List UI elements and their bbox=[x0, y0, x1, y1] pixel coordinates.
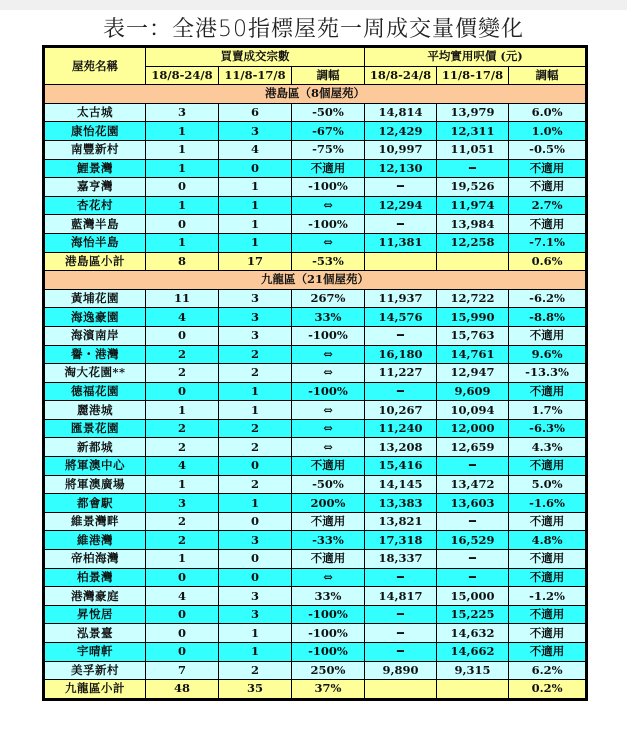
table-row bbox=[44, 438, 587, 457]
price-previous: 11,974 bbox=[437, 196, 509, 215]
price-change: 不適用 bbox=[509, 568, 587, 587]
volume-change: -100% bbox=[292, 605, 365, 624]
volume-change: ⇔ bbox=[292, 419, 365, 438]
price-change: 5.0% bbox=[509, 475, 587, 494]
volume-previous: 3 bbox=[219, 326, 292, 345]
price-current: ━ bbox=[365, 605, 437, 624]
price-previous: 12,659 bbox=[437, 438, 509, 457]
subtotal-volume-previous: 35 bbox=[219, 680, 292, 700]
subtotal-property-name: 港島區小計 bbox=[44, 252, 146, 271]
volume-change: 33% bbox=[292, 587, 365, 606]
volume-change: 33% bbox=[292, 308, 365, 327]
volume-change: 不適用 bbox=[292, 512, 365, 531]
volume-previous: 1 bbox=[219, 401, 292, 420]
price-previous: 12,311 bbox=[437, 122, 509, 141]
price-change: -8.8% bbox=[509, 308, 587, 327]
table-row bbox=[44, 345, 587, 364]
property-name: 藍灣半島 bbox=[44, 215, 146, 234]
volume-change: 不適用 bbox=[292, 457, 365, 476]
volume-current: 2 bbox=[146, 512, 219, 531]
property-name: 都會駅 bbox=[44, 494, 146, 513]
subtotal-volume-previous: 17 bbox=[219, 252, 292, 271]
volume-previous: 3 bbox=[219, 289, 292, 308]
section-label: 港島區（8個屋苑） bbox=[44, 85, 587, 104]
section-header-row bbox=[44, 85, 587, 104]
volume-previous: 2 bbox=[219, 438, 292, 457]
price-current: 11,227 bbox=[365, 364, 437, 383]
price-current: ━ bbox=[365, 568, 437, 587]
property-name: 港灣豪庭 bbox=[44, 587, 146, 606]
price-change: 不適用 bbox=[509, 643, 587, 662]
volume-change: -100% bbox=[292, 643, 365, 662]
price-previous: 12,258 bbox=[437, 233, 509, 252]
volume-change: ⇔ bbox=[292, 233, 365, 252]
price-change: 1.0% bbox=[509, 122, 587, 141]
volume-previous: 1 bbox=[219, 178, 292, 197]
col-group-volume: 買賣成交宗數 bbox=[146, 47, 365, 67]
price-current: 14,576 bbox=[365, 308, 437, 327]
property-name: 匯景花園 bbox=[44, 419, 146, 438]
volume-previous: 4 bbox=[219, 140, 292, 159]
price-previous: 15,000 bbox=[437, 587, 509, 606]
price-previous: 15,763 bbox=[437, 326, 509, 345]
subtotal-row bbox=[44, 680, 587, 700]
price-change: 9.6% bbox=[509, 345, 587, 364]
price-current: 14,814 bbox=[365, 103, 437, 122]
price-previous: 13,603 bbox=[437, 494, 509, 513]
property-name: 康怡花園 bbox=[44, 122, 146, 141]
price-previous: 10,094 bbox=[437, 401, 509, 420]
volume-previous: 0 bbox=[219, 159, 292, 178]
volume-change: 不適用 bbox=[292, 159, 365, 178]
volume-current: 1 bbox=[146, 475, 219, 494]
price-change: 2.7% bbox=[509, 196, 587, 215]
price-change: 4.3% bbox=[509, 438, 587, 457]
volume-previous: 1 bbox=[219, 382, 292, 401]
price-current: ━ bbox=[365, 326, 437, 345]
table-row bbox=[44, 512, 587, 531]
volume-change: -100% bbox=[292, 326, 365, 345]
volume-previous: 2 bbox=[219, 364, 292, 383]
volume-current: 1 bbox=[146, 401, 219, 420]
table-row bbox=[44, 531, 587, 550]
subtotal-volume-current: 8 bbox=[146, 252, 219, 271]
subtotal-row bbox=[44, 252, 587, 271]
table-row bbox=[44, 494, 587, 513]
property-name: 南豐新村 bbox=[44, 140, 146, 159]
volume-change: ⇔ bbox=[292, 568, 365, 587]
price-current: 12,294 bbox=[365, 196, 437, 215]
price-current: 12,429 bbox=[365, 122, 437, 141]
volume-previous: 1 bbox=[219, 624, 292, 643]
volume-change: -50% bbox=[292, 103, 365, 122]
volume-previous: 0 bbox=[219, 568, 292, 587]
header-row-1 bbox=[44, 47, 587, 67]
subtotal-price-change: 0.2% bbox=[509, 680, 587, 700]
volume-current: 3 bbox=[146, 494, 219, 513]
price-previous: 12,947 bbox=[437, 364, 509, 383]
volume-change: -100% bbox=[292, 382, 365, 401]
price-current: 13,383 bbox=[365, 494, 437, 513]
price-previous: 14,662 bbox=[437, 643, 509, 662]
price-change: 1.7% bbox=[509, 401, 587, 420]
property-name: 帝柏海灣 bbox=[44, 550, 146, 569]
volume-current: 3 bbox=[146, 103, 219, 122]
price-current: 14,817 bbox=[365, 587, 437, 606]
price-current: 10,267 bbox=[365, 401, 437, 420]
price-current: 13,208 bbox=[365, 438, 437, 457]
property-name: 海濱南岸 bbox=[44, 326, 146, 345]
volume-change: -50% bbox=[292, 475, 365, 494]
property-name: 美孚新村 bbox=[44, 661, 146, 680]
price-previous: ━ bbox=[437, 550, 509, 569]
section-header-row bbox=[44, 271, 587, 290]
price-change: 不適用 bbox=[509, 624, 587, 643]
volume-change: ⇔ bbox=[292, 345, 365, 364]
volume-previous: 1 bbox=[219, 643, 292, 662]
price-change: 不適用 bbox=[509, 457, 587, 476]
volume-previous: 2 bbox=[219, 661, 292, 680]
property-name: 杏花村 bbox=[44, 196, 146, 215]
property-name: 淘大花園** bbox=[44, 364, 146, 383]
table-row bbox=[44, 419, 587, 438]
property-name: 嘉亨灣 bbox=[44, 178, 146, 197]
property-name: 維港灣 bbox=[44, 531, 146, 550]
price-current: 14,145 bbox=[365, 475, 437, 494]
table-row bbox=[44, 661, 587, 680]
volume-change: ⇔ bbox=[292, 438, 365, 457]
section-label: 九龍區（21個屋苑） bbox=[44, 271, 587, 290]
price-change: 6.0% bbox=[509, 103, 587, 122]
price-current: ━ bbox=[365, 382, 437, 401]
price-previous: 9,315 bbox=[437, 661, 509, 680]
table-row bbox=[44, 140, 587, 159]
price-change: -7.1% bbox=[509, 233, 587, 252]
top-bar bbox=[0, 0, 627, 10]
subtotal-price-current bbox=[365, 680, 437, 700]
col-header-price-previous: 11/8-17/8 bbox=[437, 66, 509, 85]
table-row bbox=[44, 289, 587, 308]
price-change: -0.5% bbox=[509, 140, 587, 159]
price-previous: 13,984 bbox=[437, 215, 509, 234]
volume-change: -33% bbox=[292, 531, 365, 550]
price-change: -1.2% bbox=[509, 587, 587, 606]
price-current: 11,381 bbox=[365, 233, 437, 252]
volume-previous: 3 bbox=[219, 605, 292, 624]
volume-change: 267% bbox=[292, 289, 365, 308]
price-current: 18,337 bbox=[365, 550, 437, 569]
volume-previous: 0 bbox=[219, 457, 292, 476]
table-row bbox=[44, 382, 587, 401]
volume-previous: 2 bbox=[219, 419, 292, 438]
volume-current: 0 bbox=[146, 568, 219, 587]
volume-current: 1 bbox=[146, 140, 219, 159]
price-change: 不適用 bbox=[509, 178, 587, 197]
volume-current: 1 bbox=[146, 159, 219, 178]
volume-current: 2 bbox=[146, 438, 219, 457]
col-header-name: 屋苑名稱 bbox=[44, 47, 146, 85]
volume-current: 4 bbox=[146, 308, 219, 327]
volume-previous: 6 bbox=[219, 103, 292, 122]
col-header-vol-change: 調幅 bbox=[292, 66, 365, 85]
subtotal-price-current bbox=[365, 252, 437, 271]
property-transaction-table bbox=[42, 45, 588, 701]
table-row bbox=[44, 308, 587, 327]
price-previous: ━ bbox=[437, 457, 509, 476]
col-header-price-change: 調幅 bbox=[509, 66, 587, 85]
price-current: 11,240 bbox=[365, 419, 437, 438]
price-current: 15,416 bbox=[365, 457, 437, 476]
price-current: ━ bbox=[365, 624, 437, 643]
price-previous: 11,051 bbox=[437, 140, 509, 159]
volume-current: 7 bbox=[146, 661, 219, 680]
price-previous: 12,000 bbox=[437, 419, 509, 438]
volume-change: 不適用 bbox=[292, 550, 365, 569]
col-header-price-current: 18/8-24/8 bbox=[365, 66, 437, 85]
volume-previous: 0 bbox=[219, 512, 292, 531]
price-current: ━ bbox=[365, 178, 437, 197]
price-previous: 15,990 bbox=[437, 308, 509, 327]
volume-change: -75% bbox=[292, 140, 365, 159]
table-row bbox=[44, 159, 587, 178]
volume-change: ⇔ bbox=[292, 401, 365, 420]
col-header-vol-previous: 11/8-17/8 bbox=[219, 66, 292, 85]
price-current: ━ bbox=[365, 215, 437, 234]
table-row bbox=[44, 196, 587, 215]
price-current: 11,937 bbox=[365, 289, 437, 308]
volume-previous: 3 bbox=[219, 531, 292, 550]
volume-change: -100% bbox=[292, 178, 365, 197]
table-row bbox=[44, 178, 587, 197]
volume-previous: 2 bbox=[219, 345, 292, 364]
property-name: 新都城 bbox=[44, 438, 146, 457]
page-title: 表一：全港50指標屋苑一周成交量價變化 bbox=[103, 17, 524, 42]
price-current: 12,130 bbox=[365, 159, 437, 178]
price-current: 9,890 bbox=[365, 661, 437, 680]
volume-previous: 3 bbox=[219, 308, 292, 327]
property-name: 麗港城 bbox=[44, 401, 146, 420]
price-change: -6.3% bbox=[509, 419, 587, 438]
price-change: 不適用 bbox=[509, 550, 587, 569]
price-previous: 19,526 bbox=[437, 178, 509, 197]
volume-current: 2 bbox=[146, 364, 219, 383]
table-row bbox=[44, 215, 587, 234]
volume-current: 1 bbox=[146, 233, 219, 252]
price-change: 4.8% bbox=[509, 531, 587, 550]
volume-current: 2 bbox=[146, 345, 219, 364]
price-change: 不適用 bbox=[509, 326, 587, 345]
table-row bbox=[44, 605, 587, 624]
price-previous: ━ bbox=[437, 568, 509, 587]
volume-change: 200% bbox=[292, 494, 365, 513]
price-previous: 15,225 bbox=[437, 605, 509, 624]
property-name: 鯉景灣 bbox=[44, 159, 146, 178]
volume-current: 0 bbox=[146, 215, 219, 234]
table-row bbox=[44, 364, 587, 383]
price-previous: 16,529 bbox=[437, 531, 509, 550]
table-row bbox=[44, 475, 587, 494]
volume-change: -100% bbox=[292, 215, 365, 234]
price-change: -6.2% bbox=[509, 289, 587, 308]
price-change: 不適用 bbox=[509, 159, 587, 178]
table-row bbox=[44, 568, 587, 587]
col-header-vol-current: 18/8-24/8 bbox=[146, 66, 219, 85]
price-change: 不適用 bbox=[509, 512, 587, 531]
property-name: 海怡半島 bbox=[44, 233, 146, 252]
subtotal-volume-current: 48 bbox=[146, 680, 219, 700]
price-change: 不適用 bbox=[509, 215, 587, 234]
subtotal-volume-change: 37% bbox=[292, 680, 365, 700]
table-row bbox=[44, 457, 587, 476]
volume-change: ⇔ bbox=[292, 364, 365, 383]
property-name: 譽・港灣 bbox=[44, 345, 146, 364]
volume-current: 1 bbox=[146, 550, 219, 569]
price-previous: 13,472 bbox=[437, 475, 509, 494]
table-row bbox=[44, 326, 587, 345]
volume-previous: 1 bbox=[219, 196, 292, 215]
table-row bbox=[44, 103, 587, 122]
property-name: 昇悅居 bbox=[44, 605, 146, 624]
table-row bbox=[44, 550, 587, 569]
subtotal-price-previous bbox=[437, 680, 509, 700]
volume-current: 1 bbox=[146, 196, 219, 215]
volume-current: 0 bbox=[146, 382, 219, 401]
price-current: 10,997 bbox=[365, 140, 437, 159]
volume-previous: 1 bbox=[219, 233, 292, 252]
volume-current: 0 bbox=[146, 178, 219, 197]
price-previous: 14,632 bbox=[437, 624, 509, 643]
table-row bbox=[44, 624, 587, 643]
price-current: ━ bbox=[365, 643, 437, 662]
volume-current: 11 bbox=[146, 289, 219, 308]
volume-current: 4 bbox=[146, 587, 219, 606]
volume-change: ⇔ bbox=[292, 196, 365, 215]
volume-previous: 2 bbox=[219, 475, 292, 494]
volume-change: 250% bbox=[292, 661, 365, 680]
volume-current: 0 bbox=[146, 624, 219, 643]
property-name: 泓景臺 bbox=[44, 624, 146, 643]
price-previous: 14,761 bbox=[437, 345, 509, 364]
table-row bbox=[44, 122, 587, 141]
subtotal-property-name: 九龍區小計 bbox=[44, 680, 146, 700]
property-name: 德福花園 bbox=[44, 382, 146, 401]
property-name: 黃埔花園 bbox=[44, 289, 146, 308]
price-previous: ━ bbox=[437, 512, 509, 531]
table-row bbox=[44, 587, 587, 606]
table-row bbox=[44, 643, 587, 662]
col-group-price: 平均實用呎價 (元) bbox=[365, 47, 587, 67]
volume-current: 1 bbox=[146, 122, 219, 141]
volume-current: 0 bbox=[146, 605, 219, 624]
property-name: 將軍澳廣場 bbox=[44, 475, 146, 494]
price-change: 6.2% bbox=[509, 661, 587, 680]
table-row bbox=[44, 233, 587, 252]
price-previous: 9,609 bbox=[437, 382, 509, 401]
price-current: 17,318 bbox=[365, 531, 437, 550]
table-body bbox=[44, 85, 587, 700]
volume-previous: 3 bbox=[219, 587, 292, 606]
property-name: 將軍澳中心 bbox=[44, 457, 146, 476]
volume-current: 0 bbox=[146, 643, 219, 662]
property-name: 宇晴軒 bbox=[44, 643, 146, 662]
table-row bbox=[44, 401, 587, 420]
subtotal-price-previous bbox=[437, 252, 509, 271]
price-previous: ━ bbox=[437, 159, 509, 178]
volume-current: 2 bbox=[146, 531, 219, 550]
property-name: 海逸豪園 bbox=[44, 308, 146, 327]
price-current: 16,180 bbox=[365, 345, 437, 364]
volume-change: -100% bbox=[292, 624, 365, 643]
price-previous: 13,979 bbox=[437, 103, 509, 122]
subtotal-volume-change: -53% bbox=[292, 252, 365, 271]
subtotal-price-change: 0.6% bbox=[509, 252, 587, 271]
volume-current: 2 bbox=[146, 419, 219, 438]
volume-current: 4 bbox=[146, 457, 219, 476]
volume-change: -67% bbox=[292, 122, 365, 141]
volume-previous: 0 bbox=[219, 550, 292, 569]
price-change: 不適用 bbox=[509, 382, 587, 401]
property-name: 維景灣畔 bbox=[44, 512, 146, 531]
price-current: 13,821 bbox=[365, 512, 437, 531]
volume-previous: 3 bbox=[219, 122, 292, 141]
price-change: -1.6% bbox=[509, 494, 587, 513]
price-previous: 12,722 bbox=[437, 289, 509, 308]
price-change: -13.3% bbox=[509, 364, 587, 383]
price-change: 不適用 bbox=[509, 605, 587, 624]
volume-current: 0 bbox=[146, 326, 219, 345]
volume-previous: 1 bbox=[219, 215, 292, 234]
property-name: 柏景灣 bbox=[44, 568, 146, 587]
property-name: 太古城 bbox=[44, 103, 146, 122]
volume-previous: 1 bbox=[219, 494, 292, 513]
